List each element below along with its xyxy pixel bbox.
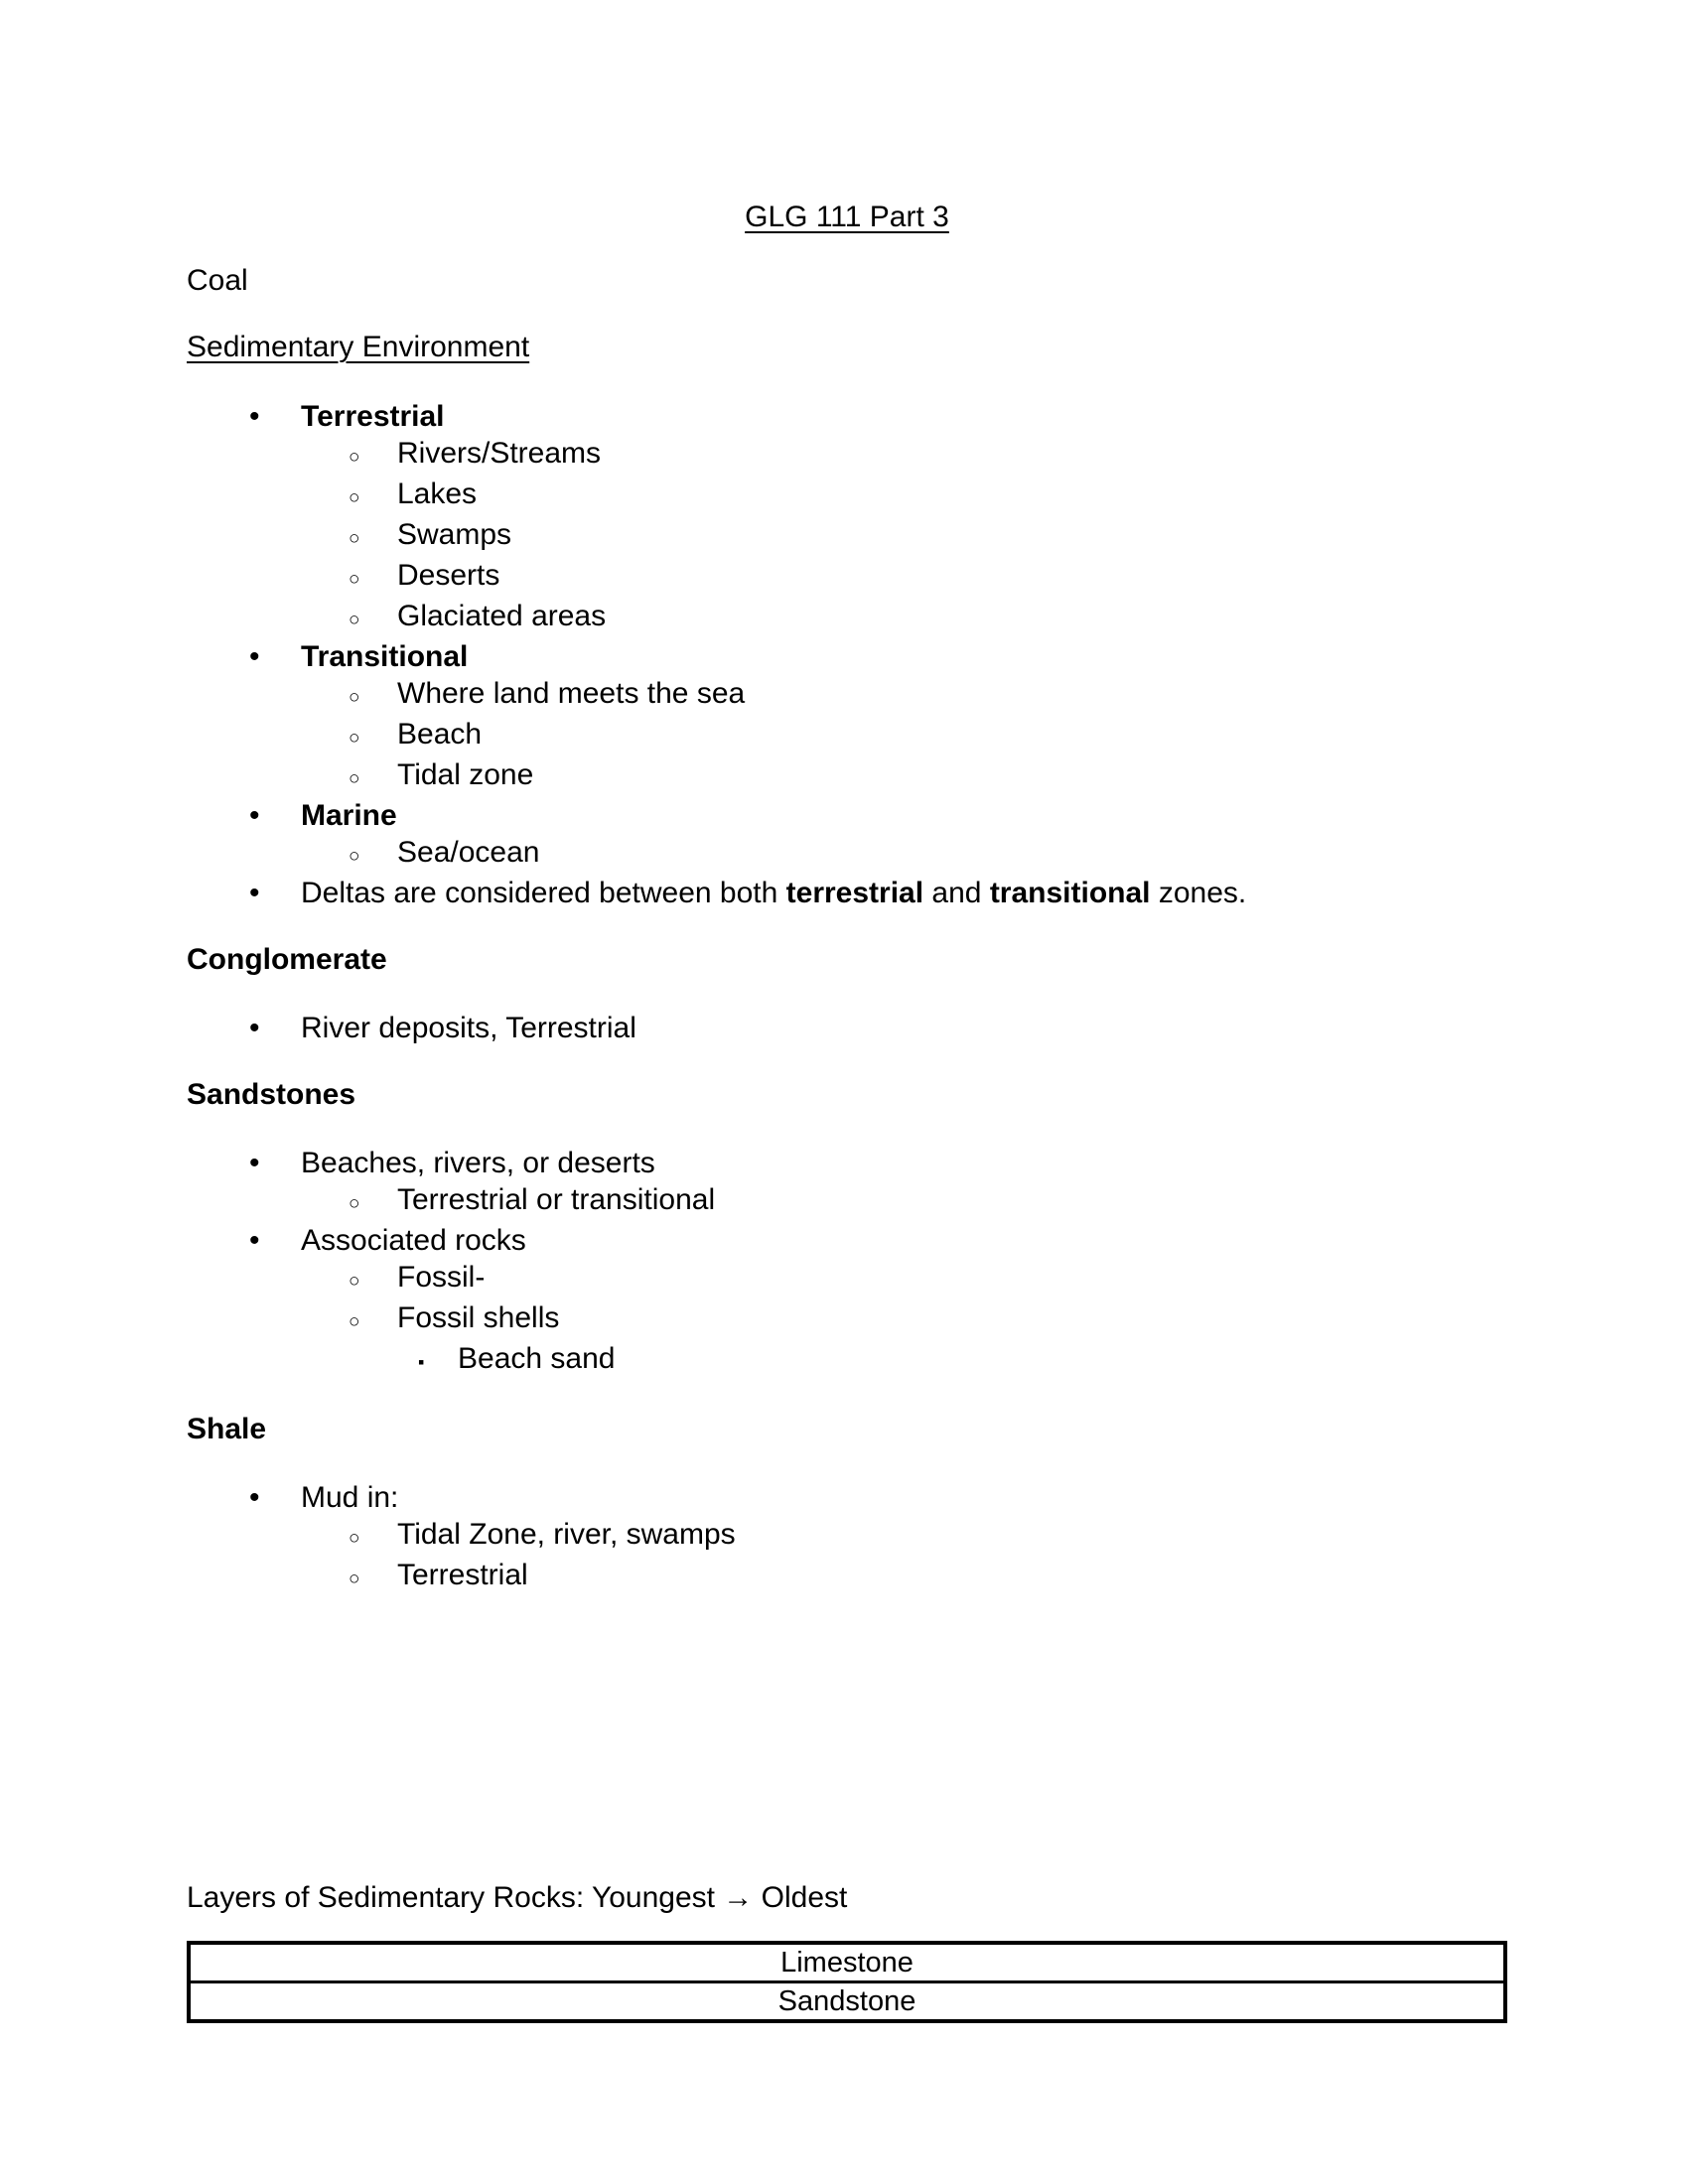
circle-bullet-icon: ○ xyxy=(349,528,360,549)
page-title: GLG 111 Part 3 xyxy=(745,201,949,233)
list-item-label: Transitional xyxy=(301,640,469,673)
circle-bullet-icon: ○ xyxy=(349,1528,360,1549)
list-item-label: Swamps xyxy=(397,518,512,551)
list-item-label: Lakes xyxy=(397,478,478,510)
deltas-bold-terrestrial: terrestrial xyxy=(785,877,924,909)
list-item-label: Rivers/Streams xyxy=(397,437,602,470)
list-item-transitional xyxy=(187,638,1507,675)
list-item-where-land-meets-the-sea xyxy=(187,675,1507,716)
list-item-label: Where land meets the sea xyxy=(397,677,746,710)
list-item-label: Deserts xyxy=(397,559,500,592)
list-item-fossil-shells xyxy=(187,1299,1507,1340)
list-item-sea-ocean xyxy=(187,834,1507,875)
list-item-label: Terrestrial xyxy=(397,1559,528,1591)
circle-bullet-icon: ○ xyxy=(349,610,360,630)
list-item-label: Fossil- xyxy=(397,1261,486,1294)
list-item-label: Terrestrial xyxy=(301,400,445,433)
list-item-label: Tidal Zone, river, swamps xyxy=(397,1518,736,1551)
list-item-label xyxy=(301,875,1507,911)
layers-caption: Layers of Sedimentary Rocks: Youngest → Oldest xyxy=(187,1881,848,1914)
layer-cell-sandstone: Sandstone xyxy=(189,1982,1505,2022)
list-item-lakes xyxy=(187,476,1507,516)
list-item-beach-sand xyxy=(187,1340,1507,1381)
list-item-label: Sea/ocean xyxy=(397,836,540,869)
list-item-terrestrial-or-transitional xyxy=(187,1181,1507,1222)
layer-cell-limestone: Limestone xyxy=(189,1943,1505,1982)
shale-heading: Shale xyxy=(187,1413,267,1445)
list-item-label: Fossil shells xyxy=(397,1301,560,1334)
bullet-icon: • xyxy=(249,1012,260,1044)
deltas-text: Deltas are considered between both xyxy=(301,877,786,909)
list-item-label: Beaches, rivers, or deserts xyxy=(301,1147,655,1179)
circle-bullet-icon: ○ xyxy=(349,687,360,708)
circle-bullet-icon: ○ xyxy=(349,846,360,867)
sandstones-heading: Sandstones xyxy=(187,1078,356,1111)
bullet-icon: • xyxy=(249,1481,260,1514)
circle-bullet-icon: ○ xyxy=(349,1271,360,1292)
circle-bullet-icon: ○ xyxy=(349,447,360,468)
list-item-tidal-zone-river-swamps xyxy=(187,1516,1507,1557)
layers-table xyxy=(187,1941,1507,2023)
list-item-label: Mud in: xyxy=(301,1481,399,1514)
deltas-text: and xyxy=(923,877,990,909)
list-item-fossil xyxy=(187,1259,1507,1299)
list-item-label: Tidal zone xyxy=(397,758,534,791)
deltas-bold-transitional: transitional xyxy=(989,877,1151,909)
square-bullet-icon: ▪ xyxy=(418,1352,425,1372)
list-item-label: Terrestrial or transitional xyxy=(397,1183,716,1216)
circle-bullet-icon: ○ xyxy=(349,487,360,508)
conglomerate-heading: Conglomerate xyxy=(187,943,387,976)
list-item-beach xyxy=(187,716,1507,756)
conglomerate-list xyxy=(187,1010,1507,1046)
list-item-beaches-rivers-deserts xyxy=(187,1145,1507,1181)
coal-line: Coal xyxy=(187,264,248,297)
list-item-rivers-streams xyxy=(187,435,1507,476)
table-row xyxy=(189,1943,1505,1982)
list-item-label: Beach sand xyxy=(458,1342,616,1375)
shale-list xyxy=(187,1479,1507,1597)
list-item-marine xyxy=(187,797,1507,834)
circle-bullet-icon: ○ xyxy=(349,728,360,749)
list-item-associated-rocks xyxy=(187,1222,1507,1259)
table-row xyxy=(189,1982,1505,2022)
circle-bullet-icon: ○ xyxy=(349,569,360,590)
circle-bullet-icon: ○ xyxy=(349,768,360,789)
list-item-terrestrial-shale xyxy=(187,1557,1507,1597)
list-item-label: Beach xyxy=(397,718,483,751)
sedimentary-environment-heading: Sedimentary Environment xyxy=(187,331,530,363)
bullet-icon: • xyxy=(249,400,260,433)
circle-bullet-icon: ○ xyxy=(349,1311,360,1332)
list-item-deserts xyxy=(187,557,1507,598)
list-item-swamps xyxy=(187,516,1507,557)
circle-bullet-icon: ○ xyxy=(349,1569,360,1589)
list-item-label: Marine xyxy=(301,799,397,832)
list-item-terrestrial xyxy=(187,398,1507,435)
list-item-label: Glaciated areas xyxy=(397,600,607,632)
list-item-river-deposits xyxy=(187,1010,1507,1046)
list-item-label: Associated rocks xyxy=(301,1224,526,1257)
list-item-label: River deposits, Terrestrial xyxy=(301,1012,636,1044)
circle-bullet-icon: ○ xyxy=(349,1193,360,1214)
list-item-glaciated-areas xyxy=(187,598,1507,638)
bullet-icon: • xyxy=(249,640,260,673)
bullet-icon: • xyxy=(249,1147,260,1179)
bullet-icon: • xyxy=(249,877,260,909)
deltas-text: zones. xyxy=(1150,877,1247,909)
bullet-icon: • xyxy=(249,799,260,832)
sandstones-list xyxy=(187,1145,1507,1381)
list-item-deltas xyxy=(187,875,1507,911)
bullet-icon: • xyxy=(249,1224,260,1257)
list-item-mud-in xyxy=(187,1479,1507,1516)
list-item-tidal-zone xyxy=(187,756,1507,797)
environment-list xyxy=(187,398,1507,911)
